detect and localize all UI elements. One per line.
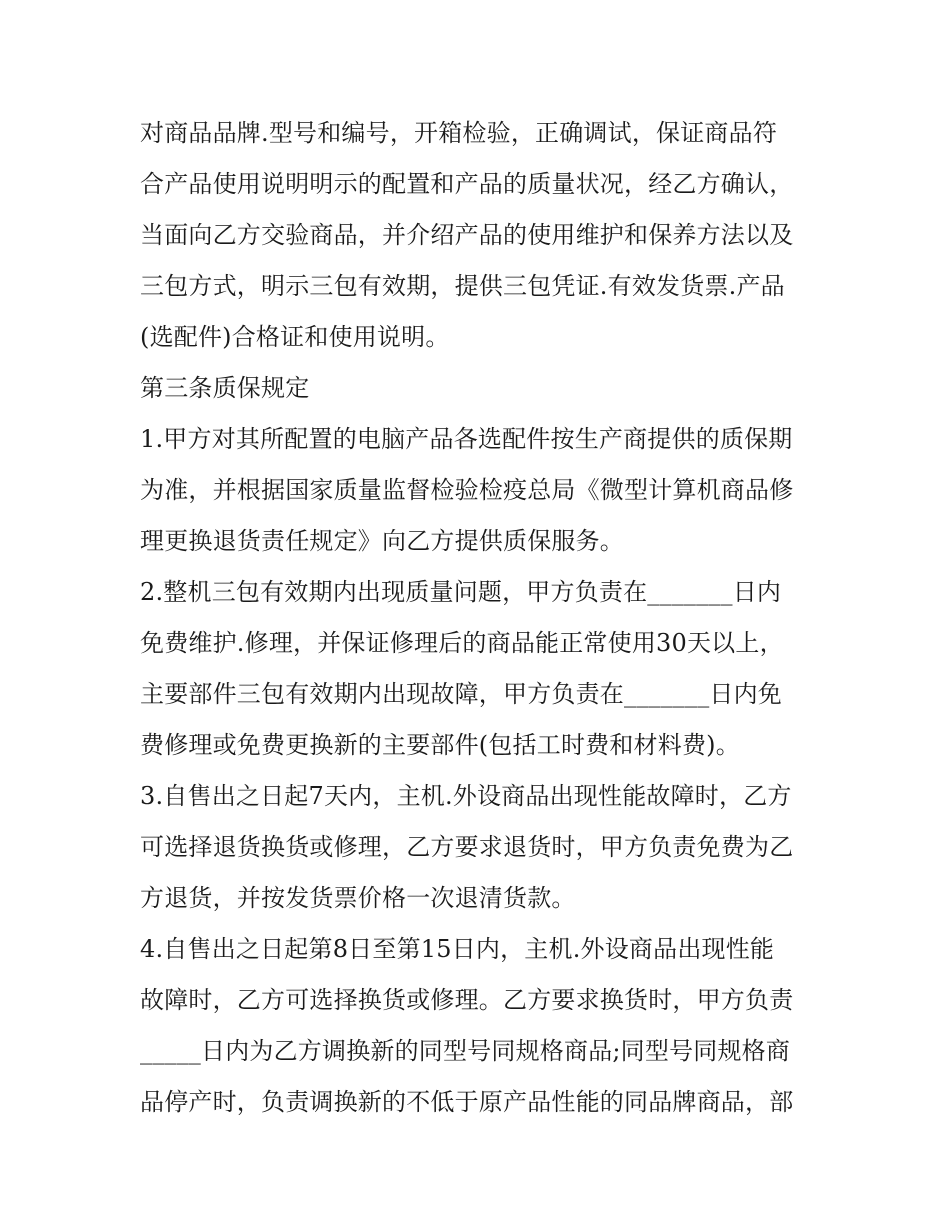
text-line-8: 为准，并根据国家质量监督检验检疫总局《微型计算机商品修	[140, 476, 794, 504]
text-line-7: 1.甲方对其所配置的电脑产品各选配件按生产商提供的质保期	[140, 425, 793, 453]
text-line-13: 费修理或免费更换新的主要部件(包括工时费和材料费)。	[140, 731, 740, 759]
text-line-17: 4.自售出之日起第8日至第15日内，主机.外设商品出现性能	[140, 935, 775, 963]
text-line-12: 主要部件三包有效期内出现故障，甲方负责在_______日内免	[140, 680, 782, 708]
text-line-4: 三包方式，明示三包有效期，提供三包凭证.有效发货票.产品	[140, 272, 785, 300]
document-page	[140, 108, 820, 1128]
text-line-18: 故障时，乙方可选择换货或修理。乙方要求换货时，甲方负责	[140, 986, 794, 1014]
text-line-15: 可选择退货换货或修理，乙方要求退货时，甲方负责免费为乙	[140, 833, 794, 861]
text-line-9: 理更换退货责任规定》向乙方提供质保服务。	[140, 527, 624, 555]
text-line-5: (选配件)合格证和使用说明。	[140, 323, 450, 351]
text-line-14: 3.自售出之日起7天内，主机.外设商品出现性能故障时，乙方	[140, 782, 792, 810]
text-line-16: 方退货，并按发货票价格一次退清货款。	[140, 884, 576, 912]
text-line-10: 2.整机三包有效期内出现质量问题，甲方负责在_______日内	[140, 578, 782, 606]
section-heading: 第三条质保规定	[140, 374, 310, 402]
text-line-11: 免费维护.修理，并保证修理后的商品能正常使用30天以上，	[140, 629, 784, 657]
text-line-1: 对商品品牌.型号和编号，开箱检验，正确调试，保证商品符	[140, 119, 778, 147]
text-line-19: _____日内为乙方调换新的同型号同规格商品;同型号同规格商	[140, 1037, 791, 1065]
text-line-20: 品停产时，负责调换新的不低于原产品性能的同品牌商品，部	[140, 1088, 794, 1116]
text-line-3: 当面向乙方交验商品，并介绍产品的使用维护和保养方法以及	[140, 221, 794, 249]
text-line-2: 合产品使用说明明示的配置和产品的质量状况，经乙方确认，	[140, 170, 794, 198]
